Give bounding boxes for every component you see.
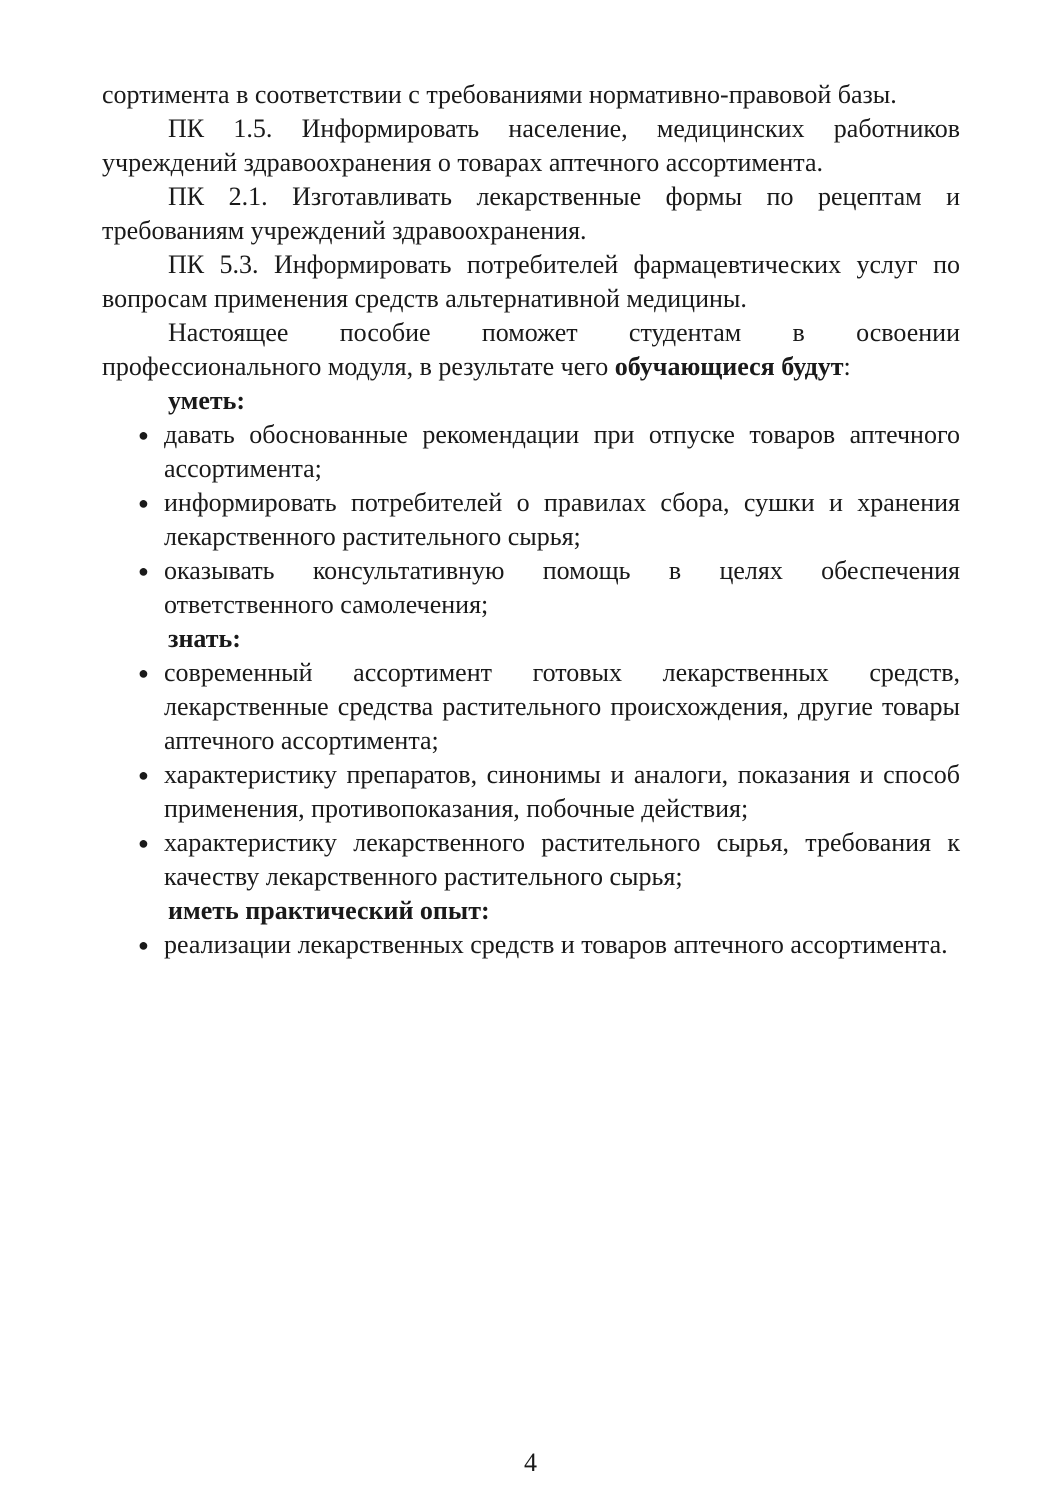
skills-list — [102, 418, 960, 622]
knowledge-list — [102, 656, 960, 894]
section-heading-knowledge: знать: — [168, 624, 241, 653]
list-item — [102, 486, 960, 554]
bullet-icon: ● — [138, 935, 149, 955]
intro-colon: : — [843, 352, 851, 381]
experience-list — [102, 928, 960, 962]
list-item — [102, 928, 960, 962]
bullet-icon: ● — [138, 663, 149, 683]
list-item-text: современный ассортимент готовых лекарственных средств, лекарственные средства растительного происхождения, другие товары аптечного ассортимента; — [164, 658, 960, 755]
list-item — [102, 656, 960, 758]
page-body — [102, 78, 960, 962]
bullet-icon: ● — [138, 425, 149, 445]
list-item-text: реализации лекарственных средств и товаров аптечного ассортимента. — [164, 930, 948, 959]
list-item-text: оказывать консультативную помощь в целях обеспечения ответственного самолечения; — [164, 556, 960, 619]
bullet-icon: ● — [138, 833, 149, 853]
paragraph-continuation: сортимента в соответствии с требованиями нормативно-правовой базы. — [102, 80, 897, 109]
intro-bold-text: обучающиеся будут — [614, 352, 844, 381]
list-item — [102, 554, 960, 622]
paragraph-pk-2-1: ПК 2.1. Изготавливать лекарственные формы по рецептам и требованиям учреждений здравоохранения. — [102, 182, 960, 245]
list-item-text: характеристику лекарственного растительного сырья, требования к качеству лекарственного растительного сырья; — [164, 828, 960, 891]
list-item — [102, 758, 960, 826]
section-heading-skills: уметь: — [168, 386, 246, 415]
paragraph-pk-1-5: ПК 1.5. Информировать население, медицинских работников учреждений здравоохранения о товарах аптечного ассортимента. — [102, 114, 960, 177]
intro-text: Настоящее пособие поможет студентам в освоении профессионального модуля, в результате чего — [102, 318, 960, 381]
list-item-text: информировать потребителей о правилах сбора, сушки и хранения лекарственного растительного сырья; — [164, 488, 960, 551]
paragraph-pk-5-3: ПК 5.3. Информировать потребителей фармацевтических услуг по вопросам применения средств альтернативной медицины. — [102, 250, 960, 313]
bullet-icon: ● — [138, 765, 149, 785]
list-item — [102, 826, 960, 894]
list-item-text: давать обоснованные рекомендации при отпуске товаров аптечного ассортимента; — [164, 420, 960, 483]
page-number: 4 — [524, 1448, 537, 1477]
list-item — [102, 418, 960, 486]
section-heading-experience: иметь практический опыт: — [168, 896, 490, 925]
paragraph-intro — [102, 316, 960, 384]
bullet-icon: ● — [138, 493, 149, 513]
list-item-text: характеристику препаратов, синонимы и аналоги, показания и способ применения, противопоказания, побочные действия; — [164, 760, 960, 823]
bullet-icon: ● — [138, 561, 149, 581]
